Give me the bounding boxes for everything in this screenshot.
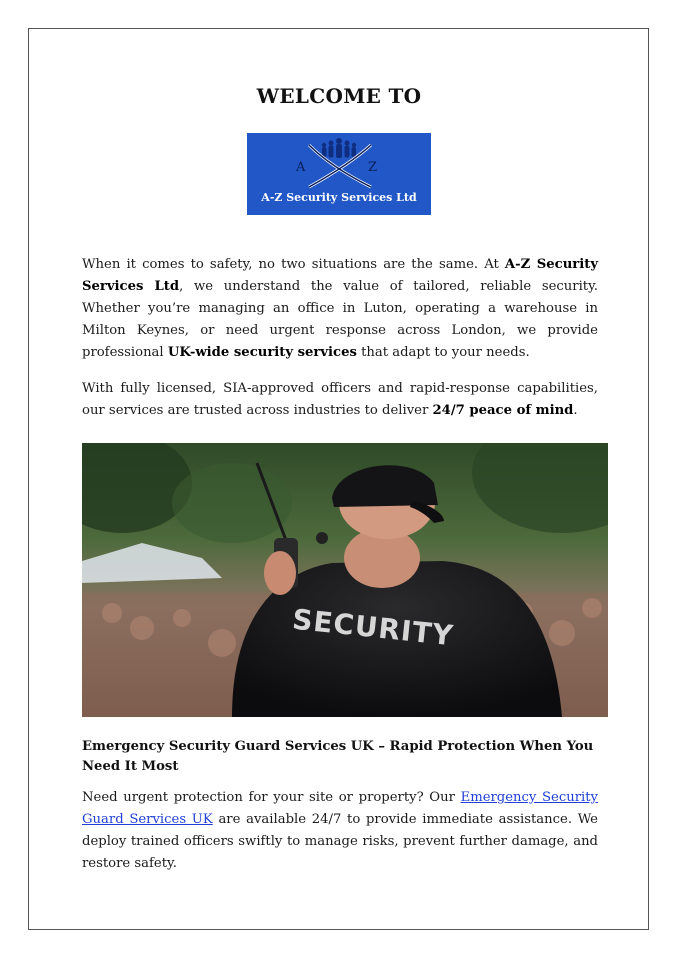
section-heading: Emergency Security Guard Services UK – Rapid Protection When You Need It Most xyxy=(82,739,594,774)
emergency-text-2: are available 24/7 to provide immediate assistance. We deploy trained officers swiftly to manage risks, prevent further damage, and restore safety. xyxy=(82,812,598,871)
logo-letter-z: Z xyxy=(368,160,378,175)
intro-text-2: , we understand the value of tailored, reliable security. Whether you’re managing an office in Luton, operating a warehouse in Milton Keynes, or need urgent response across London, we provide professional xyxy=(82,279,598,360)
logo-figures-icon xyxy=(322,138,356,158)
logo-company-name: A-Z Security Services Ltd xyxy=(261,191,417,204)
intro-company-name: A-Z Security Services Ltd xyxy=(82,257,599,294)
licensed-text-2: . xyxy=(573,403,578,418)
intro-uk-wide: UK-wide security services xyxy=(167,345,357,360)
intro-text-3: that adapt to your needs. xyxy=(356,345,530,360)
company-logo xyxy=(247,133,431,215)
emergency-paragraph xyxy=(82,787,598,875)
licensed-paragraph xyxy=(82,378,598,422)
logo-letter-a: A xyxy=(296,160,306,175)
licensed-text-1: With fully licensed, SIA-approved officers and rapid-response capabilities, our services are trusted across industries to deliver xyxy=(82,381,598,418)
security-guard-illustration xyxy=(82,443,608,717)
emergency-text-1: Need urgent protection for your site or property? Our xyxy=(82,790,461,805)
shirt-text: SECURITY xyxy=(290,602,456,653)
intro-text-1: When it comes to safety, no two situations are the same. At xyxy=(82,257,505,272)
page-title: WELCOME TO xyxy=(256,84,422,108)
licensed-emphasis: 24/7 peace of mind xyxy=(432,403,574,418)
intro-paragraph xyxy=(82,254,598,364)
emergency-services-link[interactable]: Emergency Security Guard Services UK xyxy=(82,790,598,827)
security-guard-photo xyxy=(82,443,608,717)
